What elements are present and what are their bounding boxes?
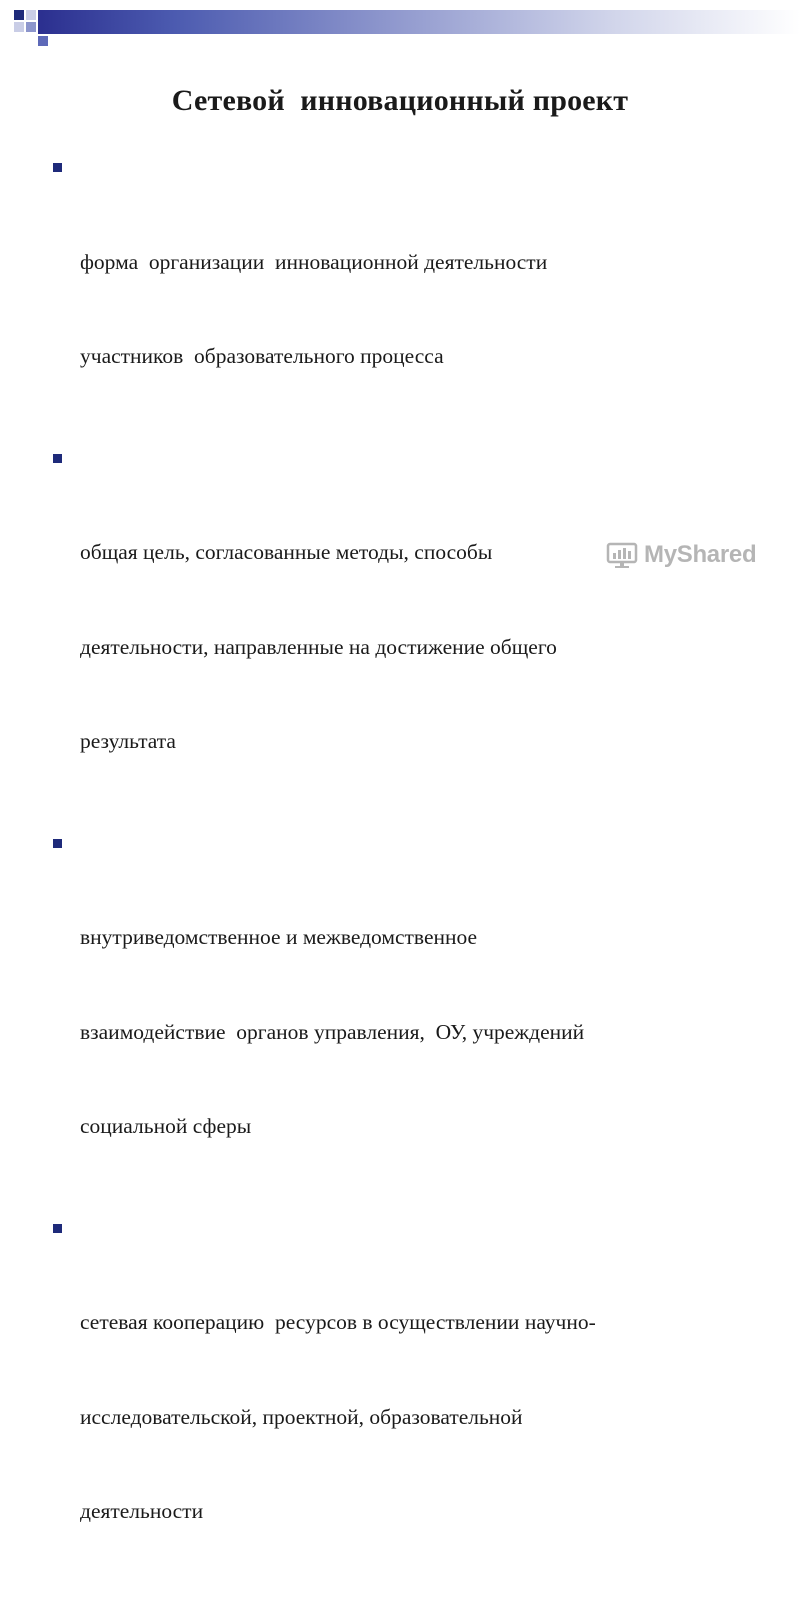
myshared-logo-icon [606, 541, 640, 569]
bullet-line: внутриведомственное и межведомственное [80, 925, 478, 949]
decor-square-dark [38, 36, 48, 46]
bullet-line: деятельности [80, 1499, 204, 1523]
bullet-item [52, 828, 752, 1206]
square-bullet-icon [53, 163, 62, 172]
bullet-line: социальной сферы [80, 1114, 252, 1138]
bullet-line: участников образовательного процесса [80, 344, 444, 368]
decor-square-light [14, 22, 24, 32]
decor-square-dark [26, 22, 36, 32]
decor-square-light [26, 10, 36, 20]
watermark[interactable] [606, 540, 756, 570]
square-bullet-icon [53, 839, 62, 848]
bullet-line: результата [80, 729, 176, 753]
bullet-line: общая цель, согласованные методы, способы [80, 540, 493, 564]
bullet-line: деятельности, направленные на достижение общего [80, 634, 557, 659]
bullet-item [52, 443, 752, 821]
watermark-text: MyShared [644, 541, 757, 568]
square-bullet-icon [53, 1224, 62, 1233]
slide-title: Сетевой инновационный проект [171, 84, 629, 117]
bullet-item [52, 152, 752, 436]
header-gradient-band [38, 10, 800, 34]
bullet-item [52, 1213, 752, 1591]
bullet-line: сетевая кооперацию ресурсов в осуществлении научно- [80, 1310, 596, 1334]
bullet-line: взаимодействие органов управления, ОУ, учреждений [80, 1019, 585, 1044]
square-bullet-icon [53, 454, 62, 463]
bullet-line: исследовательской, проектной, образовательной [80, 1404, 523, 1429]
bullet-list [52, 152, 752, 1598]
decor-square-dark [14, 10, 24, 20]
bullet-line: форма организации инновационной деятельности [80, 249, 548, 274]
